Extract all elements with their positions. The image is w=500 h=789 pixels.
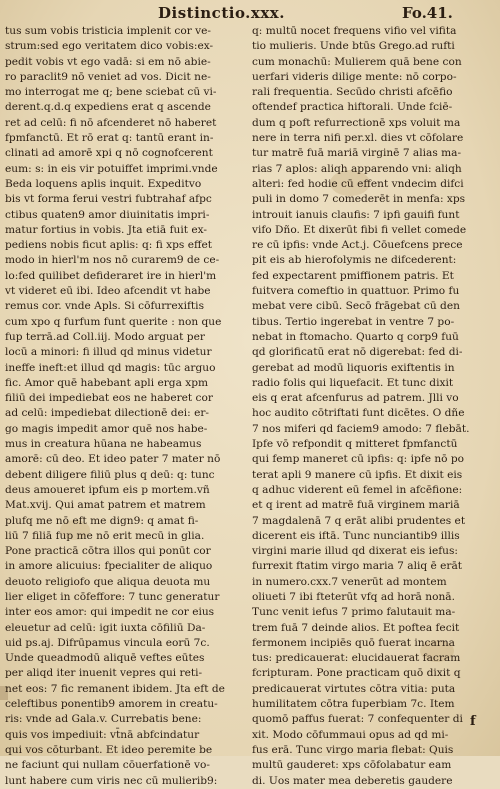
text-line: nebat in ftomacho. Quarto q corp9 fuū bbox=[252, 330, 459, 343]
text-line: uid ps.aj. Difrūpamus vincula eorū 7c. bbox=[5, 636, 210, 649]
text-line: filiū dei impediebat eos ne haberet cor bbox=[5, 392, 213, 405]
text-line: tur matrē fuā mariā virginē 7 alias ma- bbox=[252, 147, 462, 160]
text-line: puli in domo 7 comederēt in menfa: xps bbox=[252, 193, 466, 206]
text-line: mus in creatura hūana ne habeamus bbox=[5, 438, 202, 451]
text-line: tio mulieris. Unde btūs Grego.ad rufti bbox=[252, 40, 455, 53]
text-line: oftendef practica hiftorali. Unde fciē- bbox=[252, 101, 453, 114]
text-line: fpmfanctū. Et rō erat q: tantū erant in- bbox=[5, 132, 214, 145]
header-title: Distinctio.xxx. bbox=[158, 4, 285, 22]
text-line: tus: predicauerat: elucidauerat facram bbox=[252, 652, 461, 665]
text-line: lier eliget in cōfeffore: 7 tunc generatur bbox=[5, 590, 220, 603]
right-text-column bbox=[252, 24, 496, 789]
text-line: predicauerat virtutes cōtra vitia: puta bbox=[252, 682, 456, 695]
text-line: debent diligere filiū plus q deū: q: tunc bbox=[5, 468, 215, 481]
text-line: vifo Dño. Et dixerūt fibi fi vellet comede bbox=[252, 223, 467, 236]
text-line: fed expectarent pmiffionem patris. Et bbox=[252, 269, 454, 282]
text-line: ris: vnde ad Gala.v. Currebatis bene: bbox=[5, 713, 202, 726]
left-text-column bbox=[5, 24, 237, 789]
text-line: Ipfe vō refpondit q mitteret fpmfanctū bbox=[252, 438, 458, 451]
text-line: strum:sed ego veritatem dico vobis:ex- bbox=[5, 40, 214, 53]
text-line: matur fortius in vobis. Jta etiā fuit ex- bbox=[5, 223, 207, 236]
text-line: derent.q.d.q expediens erat q ascende bbox=[5, 101, 211, 114]
text-line: quomō paffus fuerat: 7 confequenter di bbox=[252, 713, 463, 726]
text-line: eum: s: in eis vir potuiffet imprimi.vnde bbox=[5, 162, 218, 175]
text-line: gerebat ad modū liquoris exiftentis in bbox=[252, 361, 455, 374]
text-line: lo:fed quilibet defideraret ire in hierl'm bbox=[5, 269, 217, 282]
text-line: eis q erat afcenfurus ad patrem. Jlli vo bbox=[252, 392, 459, 405]
text-line: ineffe ineft:et illud qd magis: tūc arguo bbox=[5, 361, 216, 374]
text-line: fus erā. Tunc virgo maria flebat: Quis bbox=[252, 743, 454, 756]
text-line: virgini marie illud qd dixerat eis iefus: bbox=[252, 545, 458, 558]
text-line: eleuetur ad celū: igit iuxta cōfiliū Da- bbox=[5, 621, 206, 634]
text-line: rias 7 aplos: aliqh apparendo vni: aliqh bbox=[252, 162, 462, 175]
text-line: deuoto religiofo que aliqua deuota mu bbox=[5, 575, 211, 588]
text-line: plufq me nō eft me dign9: q amat fi- bbox=[5, 514, 199, 527]
text-line: celeftibus ponentib9 amorem in creatu- bbox=[5, 698, 218, 711]
text-line: deus amoueret ipfum eis p mortem.vñ bbox=[5, 483, 210, 496]
text-line: modo in hierl'm nos nō curarem9 de ce- bbox=[5, 254, 220, 267]
text-line: uerfari videris dilige mente: nō corpo- bbox=[252, 70, 457, 83]
text-line: introuit ianuis claufis: 7 ipfi gauifi funt bbox=[252, 208, 460, 221]
text-line: dum q poft refurrectionē xps voluit ma bbox=[252, 116, 461, 129]
text-line: multū gauderet: xps cōfolabatur eam bbox=[252, 759, 452, 772]
text-line: fuitvera comeftio in quattuor. Primo fu bbox=[252, 285, 460, 298]
text-line: fic. Amor quē habebant apli erga xpm bbox=[5, 376, 209, 389]
text-line: radio folis qui liquefacit. Et tunc dixit bbox=[252, 376, 454, 389]
text-line: re cū ipfis: vnde Act.j. Cōuefcens prece bbox=[252, 239, 463, 252]
text-line: di. Uos mater mea deberetis gaudere bbox=[252, 774, 453, 787]
folio-number: Fo.41. bbox=[402, 4, 453, 22]
text-line: tibus. Tertio ingerebat in ventre 7 po- bbox=[252, 315, 455, 328]
text-line: ad celū: impediebat dilectionē dei: er- bbox=[5, 407, 209, 420]
text-line: qui femp maneret cū ipfis: q: ipfe nō po bbox=[252, 453, 465, 466]
text-line: Beda loquens aplis inquit. Expeditvo bbox=[5, 177, 202, 190]
running-header bbox=[0, 4, 500, 24]
text-line: pit eis ab hierofolymis ne difcederent: bbox=[252, 254, 457, 267]
text-line: ne faciunt qui nullam cōuerfationē vo- bbox=[5, 759, 210, 772]
text-line: amorē: cū deo. Et ideo pater 7 mater nō bbox=[5, 453, 221, 466]
text-line: qd glorificatū erat nō digerebat: fed di- bbox=[252, 346, 463, 359]
text-line: net eos: 7 fic remanent ibidem. Jta eft de bbox=[5, 682, 225, 695]
text-line: fcripturam. Pone practicam quō dixit q bbox=[252, 667, 461, 680]
text-line: furrexit ftatim virgo maria 7 aliq ē erāt bbox=[252, 560, 463, 573]
text-line: vt videret eū ibi. Ideo afcendit vt habe bbox=[5, 285, 211, 298]
text-line: xit. Modo cōfummaui opus ad qd mi- bbox=[252, 728, 449, 741]
text-line: Unde queadmodū aliquē veftes eūtes bbox=[5, 652, 205, 665]
text-line: quis vos impediuit: vt̄nā abfcindatur bbox=[5, 728, 200, 741]
text-line: Pone practicā cōtra illos qui ponūt cor bbox=[5, 545, 211, 558]
text-line: per aliqd iter inuenit vepres qui reti- bbox=[5, 667, 203, 680]
text-line: hoc audito cōtriftati funt dicētes. O dñe bbox=[252, 407, 465, 420]
text-line: inter eos amor: qui impedit ne cor eius bbox=[5, 606, 215, 619]
text-line: trem fuā 7 deinde alios. Et poftea fecit bbox=[252, 621, 460, 634]
text-line: rali frequentia. Secūdo christi afcēfio bbox=[252, 86, 453, 99]
text-line: remus cor. vnde Apls. Si cōfurrexiftis bbox=[5, 300, 204, 313]
text-line: ret ad celū: fi nō afcenderet nō haberet bbox=[5, 116, 217, 129]
text-line: in numero.cxx.7 venerūt ad montem bbox=[252, 575, 447, 588]
text-line: in amore alicuius: fpecialiter de aliquo bbox=[5, 560, 213, 573]
text-line: pedit vobis vt ego vadā: si em nō abie- bbox=[5, 55, 211, 68]
text-line: Mat.xvij. Qui amat patrem et matrem bbox=[5, 499, 206, 512]
text-line: liū 7 filiā fup me nō erit mecū in glia. bbox=[5, 529, 205, 542]
text-line: et q irent ad matrē fuā virginem mariā bbox=[252, 499, 460, 512]
signature-mark: f bbox=[470, 714, 476, 729]
text-line: lunt habere cum viris nec cū mulierib9: bbox=[5, 774, 218, 787]
text-line: go magis impedit amor quē nos habe- bbox=[5, 422, 208, 435]
text-line: cum xpo q furfum funt querite : non que bbox=[5, 315, 222, 328]
text-line: mebat vere cibū. Secō frāgebat cū den bbox=[252, 300, 460, 313]
text-line: alteri: fed hodie cū effent vndecim difci bbox=[252, 177, 464, 190]
text-line: humilitatem cōtra fuperbiam 7c. Item bbox=[252, 698, 455, 711]
text-line: oliueti 7 ibi fteterūt vfq ad horā nonā. bbox=[252, 590, 455, 603]
text-line: bis vt forma ferui vestri fubtrahaf afpc bbox=[5, 193, 212, 206]
text-line: tus sum vobis tristicia implenit cor ve- bbox=[5, 25, 211, 37]
text-line: 7 nos miferi qd faciem9 amodo: 7 flebāt. bbox=[252, 422, 470, 435]
text-line: dicerent eis iftā. Tunc nunciantib9 illis bbox=[252, 529, 460, 542]
text-line: ctibus quaten9 amor diuinitatis impri- bbox=[5, 208, 210, 221]
text-line: clinati ad amorē xpi q nō cognofcerent bbox=[5, 147, 213, 160]
text-line: qui vos cōturbant. Et ideo peremite be bbox=[5, 743, 213, 756]
text-line: ro paraclit9 nō veniet ad vos. Dicit ne- bbox=[5, 70, 211, 83]
text-line: q adhuc viderent eū femel in afcēfione: bbox=[252, 483, 463, 496]
text-line: q: multū nocet frequens vifio vel vifita bbox=[252, 25, 457, 37]
text-line: nere in terra nifi per.xl. dies vt cōfolare bbox=[252, 132, 464, 145]
text-line: locū a minori: fi illud qd minus videtur bbox=[5, 346, 212, 359]
text-line: fermonem incipiēs quō fuerat incarna bbox=[252, 636, 455, 649]
text-line: fup terrā.ad Coll.iij. Modo arguat per bbox=[5, 330, 205, 343]
text-line: Tunc venit iefus 7 primo falutauit ma- bbox=[252, 606, 456, 619]
text-line: terat apli 9 manere cū ipfis. Et dixit eis bbox=[252, 468, 463, 481]
text-line: mo interrogat me q; bene sciebat cū vi- bbox=[5, 86, 217, 99]
text-line: 7 magdalenā 7 q erāt alibi prudentes et bbox=[252, 514, 466, 527]
text-line: pediens nobis ficut aplis: q: fi xps effet bbox=[5, 239, 213, 252]
text-line: cum monachū: Mulierem quā bene con bbox=[252, 55, 462, 68]
